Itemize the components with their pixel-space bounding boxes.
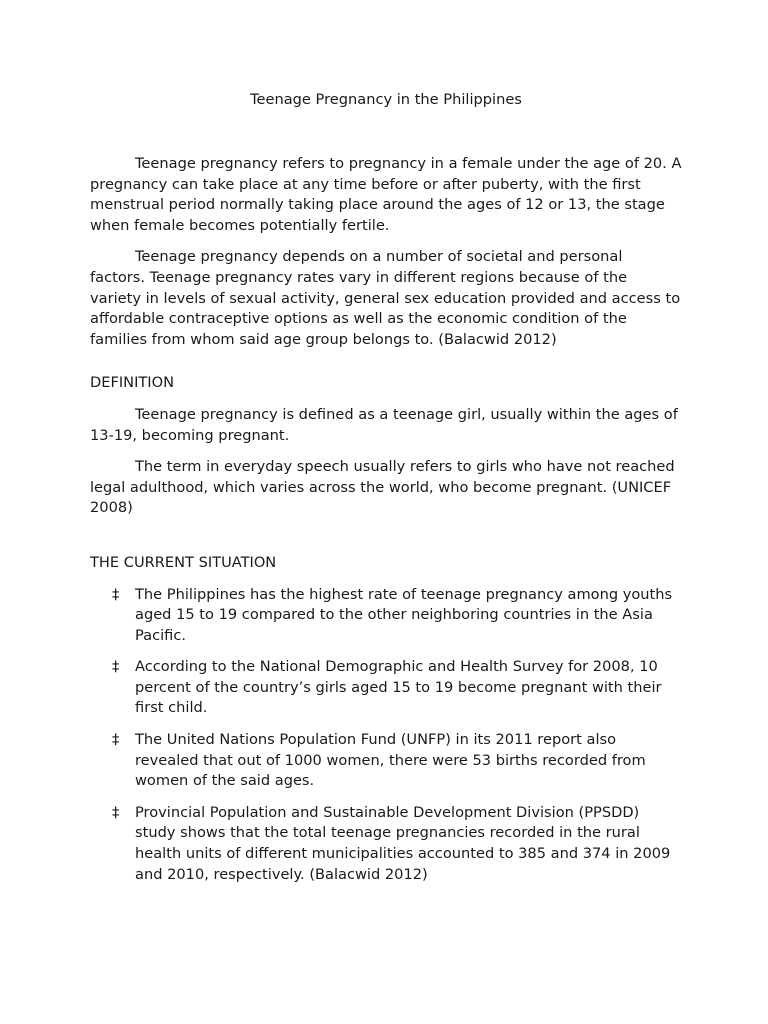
bullet-symbol: ‡: [112, 803, 120, 821]
intro-paragraph-2: Teenage pregnancy depends on a number of societal and personal factors. Teenage pregnancy rates vary in different regions because of the variety in levels of sexual activity, general sex education provided and access to affordable contraceptive options as well as the economic condition of the families from whom said age group belongs to. (Balacwid 2012): [90, 248, 681, 348]
list-item-text: The Philippines has the highest rate of teenage pregnancy among youths aged 15 to 19 compared to the other neighboring countries in the Asia Pacific.: [135, 585, 673, 644]
list-item-text: The United Nations Population Fund (UNFP) in its 2011 report also revealed that out of 1000 women, there were 53 births recorded from women of the said ages.: [135, 731, 646, 790]
intro-paragraph-1: Teenage pregnancy refers to pregnancy in a female under the age of 20. A pregnancy can take place at any time before or after puberty, with the first menstrual period normally taking place around the ages of 12 or 13, the stage when female becomes potentially fertile.: [90, 155, 682, 234]
list-item: [90, 730, 682, 792]
document-page: [90, 90, 682, 896]
bullet-symbol: ‡: [112, 658, 120, 676]
definition-paragraph-1: Teenage pregnancy is defined as a teenage girl, usually within the ages of 13-19, becoming pregnant.: [90, 405, 678, 444]
definition-heading: DEFINITION: [90, 374, 174, 392]
list-item: [90, 585, 682, 647]
list-item-text: Provincial Population and Sustainable Development Division (PPSDD) study shows that the total teenage pregnancies recorded in the rural health units of different municipalities accounted to 385 and 374 in 2009 and 2010, respectively. (Balacwid 2012): [135, 803, 671, 883]
definition-paragraph-2: The term in everyday speech usually refers to girls who have not reached legal adulthood, which varies across the world, who become pregnant. (UNICEF 2008): [90, 458, 675, 517]
bullet-symbol: ‡: [112, 585, 120, 603]
bullet-symbol: ‡: [112, 731, 120, 749]
list-item: [90, 657, 682, 719]
list-item: [90, 803, 682, 885]
current-situation-list: [90, 585, 682, 886]
list-item-text: According to the National Demographic and Health Survey for 2008, 10 percent of the country’s girls aged 15 to 19 become pregnant with their first child.: [135, 658, 662, 717]
document-title: Teenage Pregnancy in the Philippines: [250, 91, 522, 108]
current-situation-heading: THE CURRENT SITUATION: [90, 553, 277, 571]
